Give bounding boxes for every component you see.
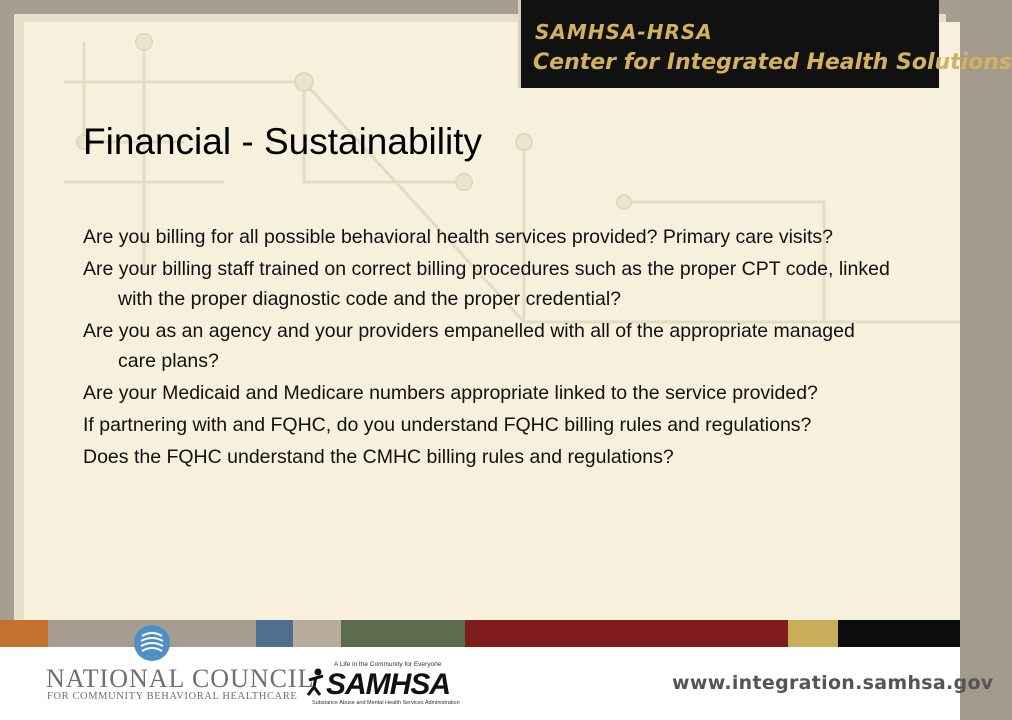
stripe-segment: [465, 620, 788, 647]
banner-center-name: Center for Integrated Health Solutions: [533, 50, 1012, 75]
stripe-segment: [838, 620, 960, 647]
stripe-segment: [256, 620, 293, 647]
website-url[interactable]: www.integration.samhsa.gov: [672, 672, 994, 694]
stripe-segment: [0, 620, 48, 647]
header-banner: [518, 0, 1012, 88]
national-council-name: NATIONAL COUNCIL: [46, 664, 315, 693]
national-council-emblem-icon: [133, 624, 171, 662]
stripe-segment: [293, 620, 341, 647]
samhsa-figure-icon: [306, 668, 326, 696]
bullet-list: [83, 222, 893, 474]
samhsa-subtitle: Substance Abuse and Mental Health Services Administration: [312, 700, 460, 706]
stripe-segment: [341, 620, 465, 647]
stripe-segment: [788, 620, 838, 647]
bullet-item: If partnering with and FQHC, do you understand FQHC billing rules and regulations?: [83, 414, 812, 436]
national-council-subtitle: FOR COMMUNITY BEHAVIORAL HEALTHCARE: [47, 691, 298, 702]
bullet-item: Are you as an agency and your providers empanelled with all of the appropriate managed care plans?: [83, 320, 855, 372]
banner-agency-name: SAMHSA-HRSA: [535, 20, 713, 44]
slide-title: Financial - Sustainability: [83, 121, 482, 162]
bullet-item: Are your Medicaid and Medicare numbers appropriate linked to the service provided?: [83, 382, 818, 404]
bullet-item: Are your billing staff trained on correct billing procedures such as the proper CPT code, linked with the proper diagnostic code and the proper credential?: [83, 258, 890, 310]
samhsa-logo: SAMHSA: [326, 668, 451, 701]
bullet-item: Does the FQHC understand the CMHC billing rules and regulations?: [83, 446, 674, 468]
bullet-item: Are you billing for all possible behavioral health services provided? Primary care visits?: [83, 226, 834, 248]
samhsa-tagline: A Life in the Community for Everyone: [334, 661, 442, 668]
